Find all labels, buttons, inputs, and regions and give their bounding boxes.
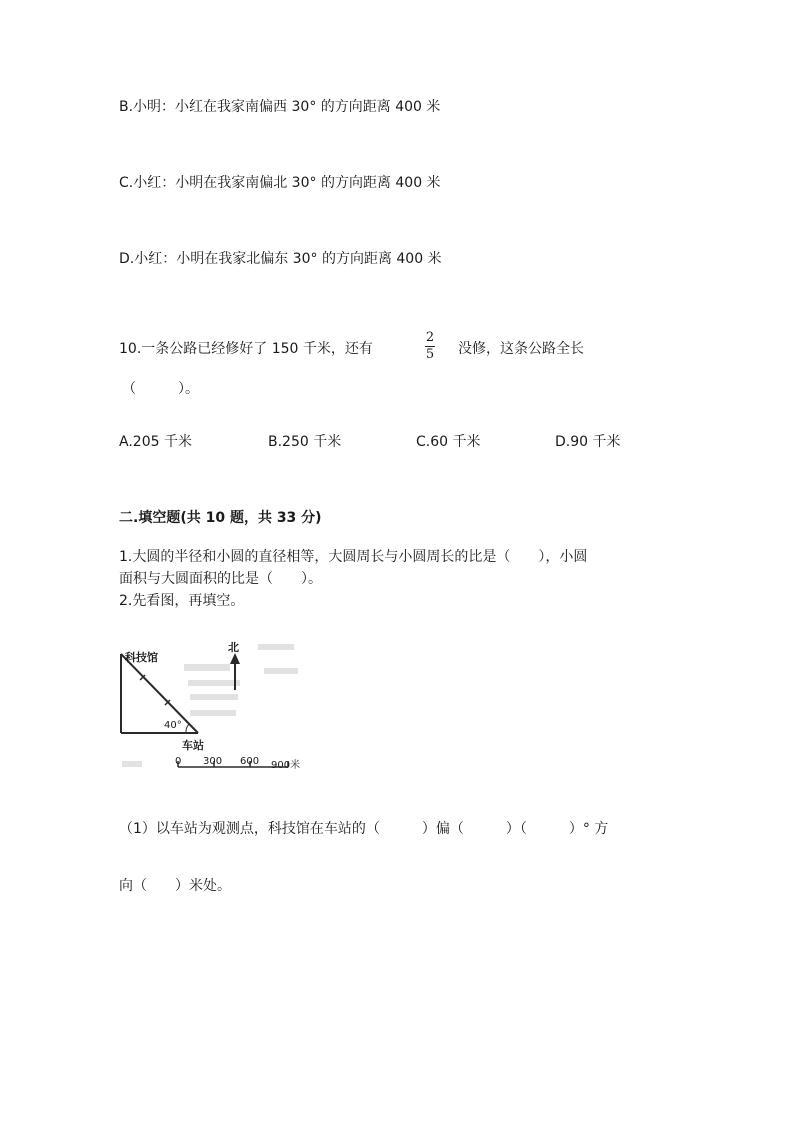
q10-answer-blank: （ ）。 <box>122 381 199 397</box>
q10-fraction <box>423 331 437 362</box>
scale-label-300: 300 <box>203 756 223 767</box>
label-angle: 40° <box>164 720 182 731</box>
scale-label-900: 900米 <box>271 760 301 771</box>
angle-arc <box>186 724 189 733</box>
q10-option-a: A.205 千米 <box>119 434 192 450</box>
q10-option-d: D.90 千米 <box>555 434 621 450</box>
label-station: 车站 <box>182 739 204 752</box>
direction-map-figure <box>118 636 308 784</box>
scale-label-0: 0 <box>175 756 182 767</box>
label-science-museum: 科技馆 <box>125 651 158 664</box>
fill2-sub1-line2: 向（ ）米处。 <box>119 878 231 894</box>
fill1-line1: 1.大圆的半径和小圆的直径相等，大圆周长与小圆周长的比是（ ），小圆 <box>119 549 588 565</box>
q9-option-c: C.小红：小明在我家南偏北 30° 的方向距离 400 米 <box>119 175 441 191</box>
label-north: 北 <box>228 641 239 654</box>
section-title: 二.填空题(共 10 题，共 33 分) <box>119 510 322 526</box>
fill2-sub1-line1: （1）以车站为观测点，科技馆在车站的（ ）偏（ ）（ ）° 方 <box>119 821 609 837</box>
q10-stem-end: 没修，这条公路全长 <box>458 341 584 357</box>
fill1-line2: 面积与大圆面积的比是（ ）。 <box>119 571 322 587</box>
q9-option-d: D.小红：小明在我家北偏东 30° 的方向距离 400 米 <box>119 251 442 267</box>
q9-option-b: B.小明：小红在我家南偏西 30° 的方向距离 400 米 <box>119 99 441 115</box>
q10-option-b: B.250 千米 <box>268 434 342 450</box>
fraction-numerator: 2 <box>425 330 435 345</box>
fill2-title: 2.先看图，再填空。 <box>119 593 245 609</box>
scale-label-600: 600 <box>240 756 260 767</box>
q10-option-c: C.60 千米 <box>416 434 481 450</box>
fraction-denominator: 5 <box>425 347 435 362</box>
q10-stem-start: 10.一条公路已经修好了 150 千米，还有 <box>119 341 373 357</box>
